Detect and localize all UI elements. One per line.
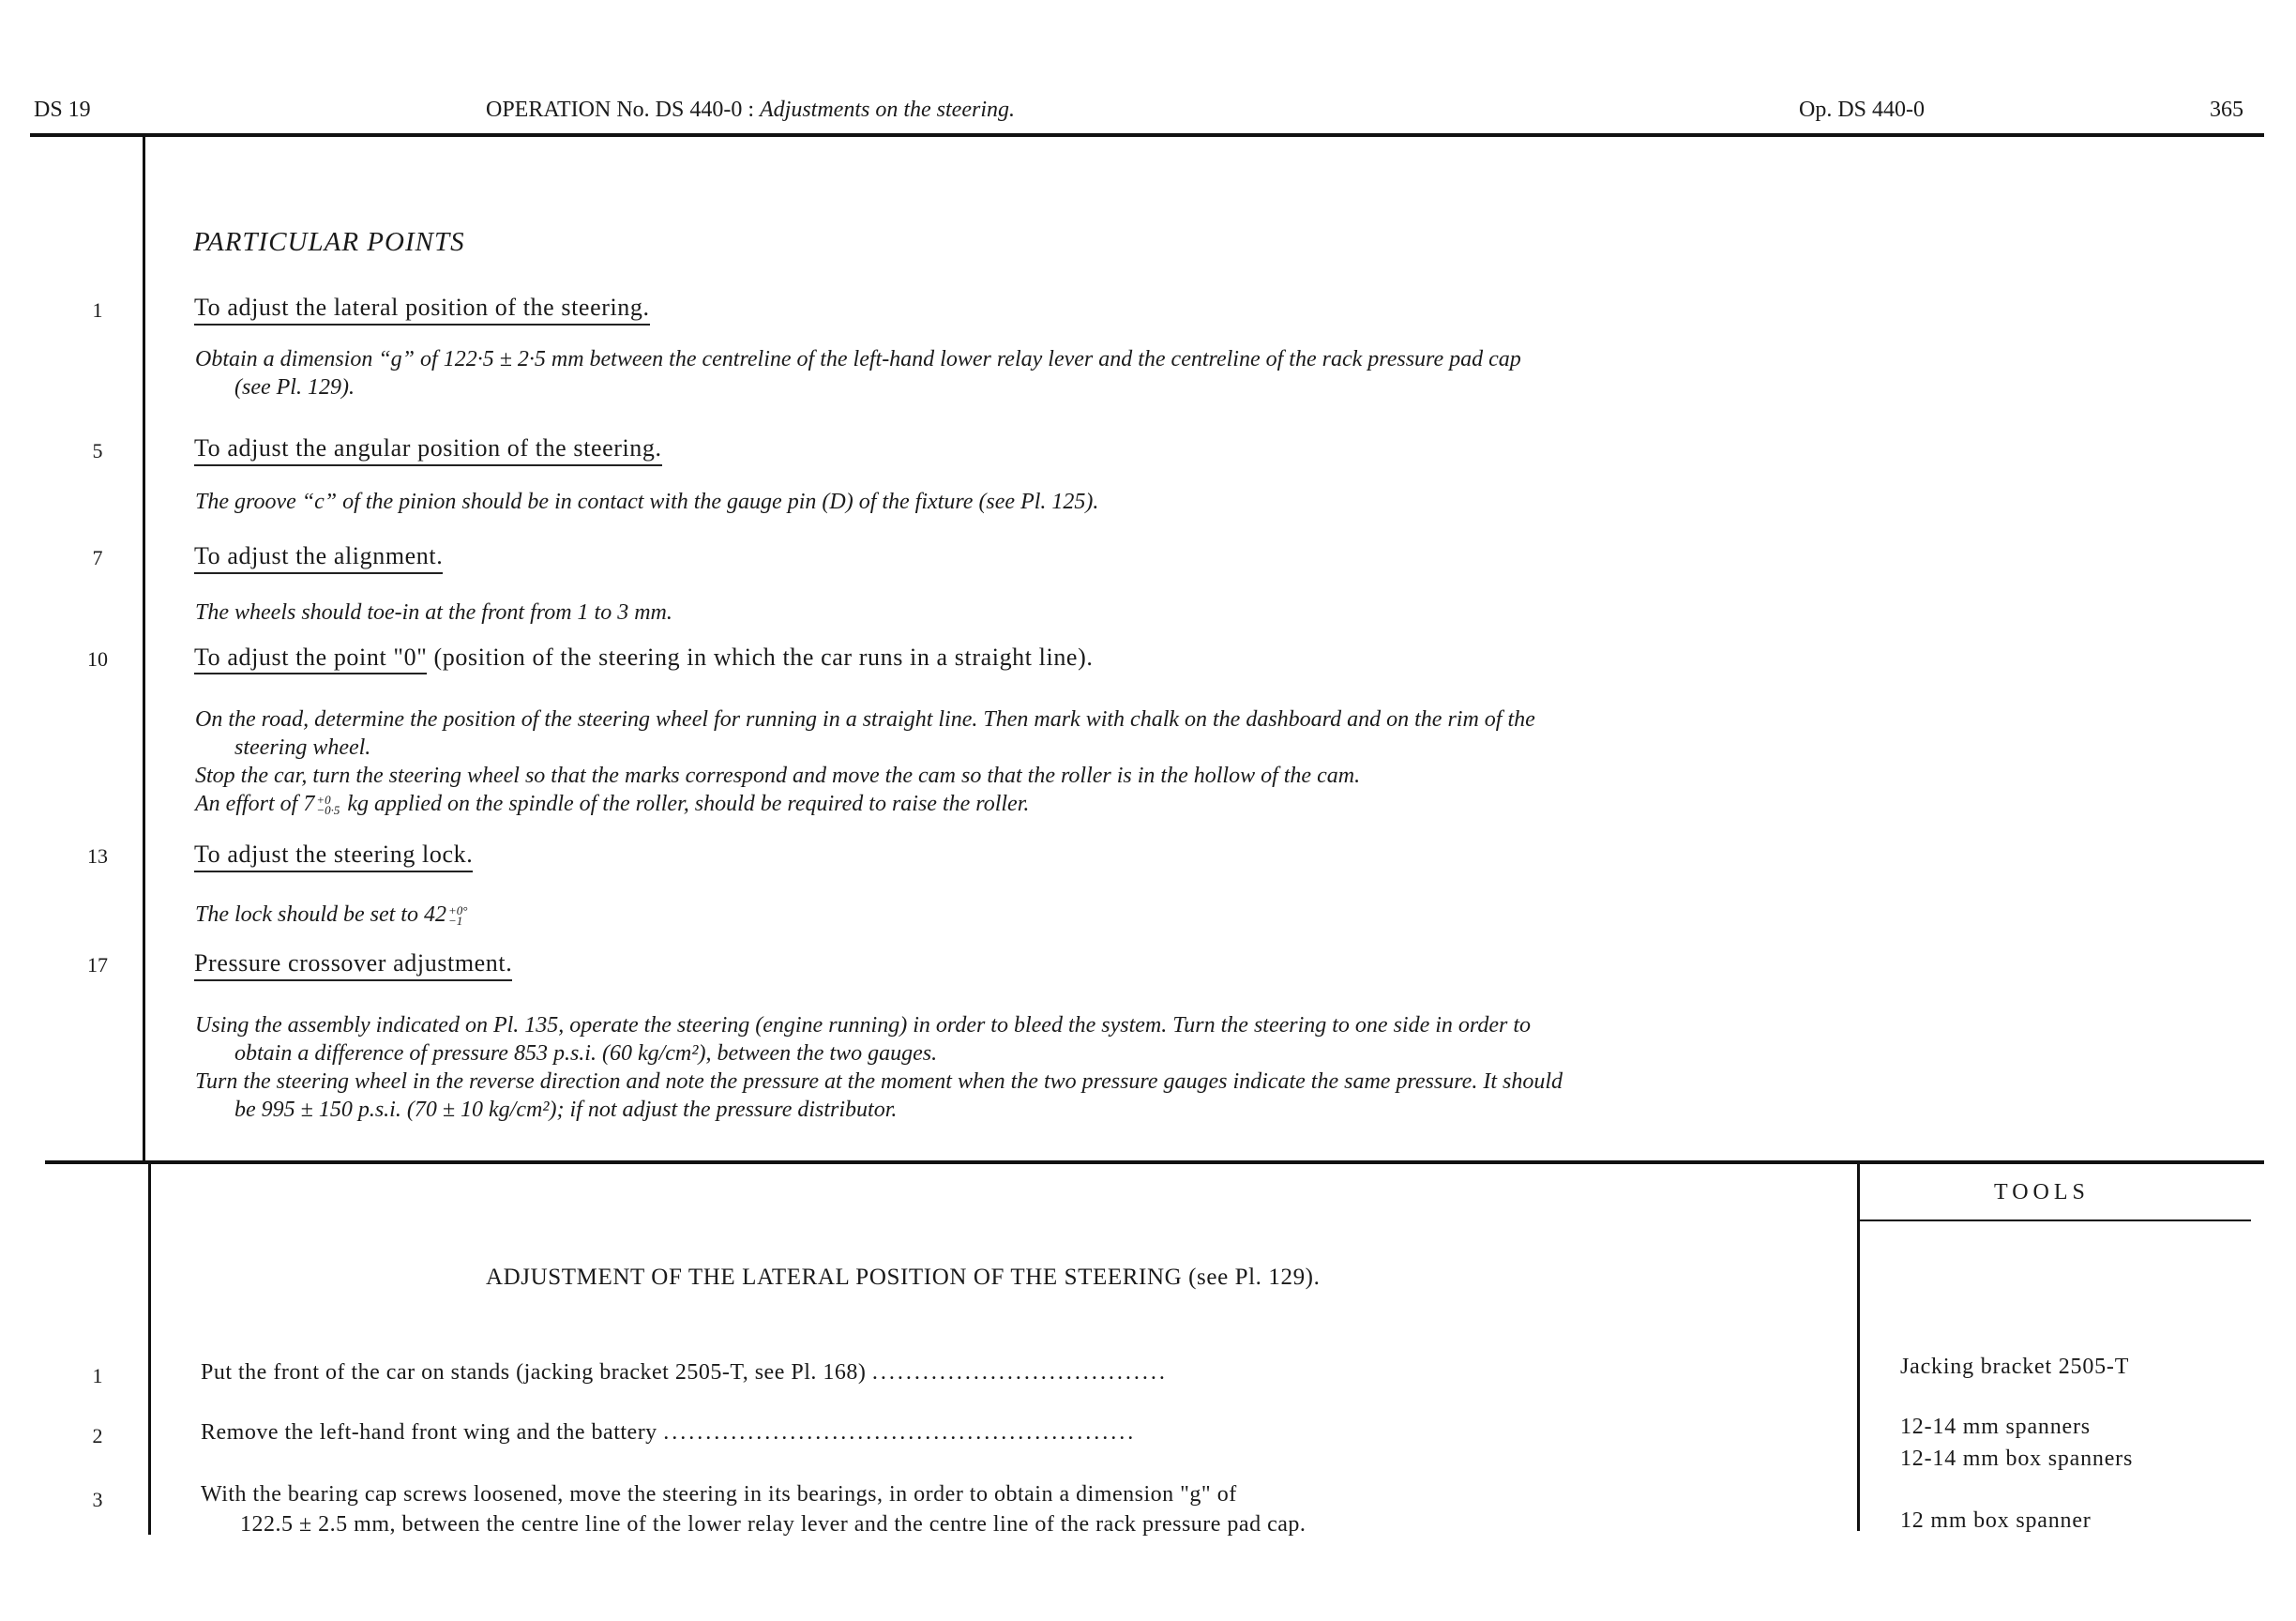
page-number: 365 — [2210, 98, 2243, 122]
tolerance-upper: +0 — [316, 793, 331, 808]
text-fragment: kg applied on the spindle of the roller, should be required to raise the roller. — [341, 792, 1030, 816]
tools-heading-rule — [1857, 1220, 2251, 1221]
item-text — [195, 901, 1846, 929]
item-text — [195, 1011, 1846, 1124]
tolerance-upper: +0° — [447, 903, 468, 918]
item-number: 7 — [92, 546, 103, 569]
item-title: To adjust the steering lock. — [194, 841, 473, 872]
item-number: 10 — [87, 647, 108, 671]
text-line: On the road, determine the position of the steering wheel for running in a straight line. Then mark with chalk on the dashboard and on the rim of the — [195, 707, 1535, 732]
text-line: Stop the car, turn the steering wheel so that the marks correspond and move the cam so that the roller is in the hollow of the cam. — [195, 764, 1361, 788]
lower-left-rule — [148, 1163, 151, 1535]
tolerance-lower: −0·5 — [316, 803, 340, 818]
header-title — [486, 98, 1015, 123]
tools-column-rule — [1857, 1163, 1860, 1531]
text-line: be 995 ± 150 p.s.i. (70 ± 10 kg/cm²); if not adjust the pressure distributor. — [234, 1098, 898, 1122]
text-line: (see Pl. 129). — [234, 375, 355, 400]
tool-item: 12-14 mm spanners — [1900, 1415, 2091, 1439]
step-text — [201, 1420, 1136, 1446]
item-number: 5 — [92, 439, 103, 462]
section-rule — [45, 1160, 2264, 1164]
tool-item: 12 mm box spanner — [1900, 1508, 2092, 1533]
text-fragment: An effort of 7 — [195, 792, 315, 816]
dot-leader: ................................... — [871, 1360, 1168, 1385]
item-number: 13 — [87, 844, 108, 868]
text-line: Obtain a dimension “g” of 122·5 ± 2·5 mm between the centreline of the left-hand lower relay lever and the centreline of the rack pressure pad cap — [195, 347, 1521, 371]
text-line: Using the assembly indicated on Pl. 135, operate the steering (engine running) in order to bleed the system. Turn the steering to one side in order to — [195, 1013, 1532, 1038]
step-description: Put the front of the car on stands (jacking bracket 2505-T, see Pl. 168) — [201, 1360, 867, 1385]
procedure-title: ADJUSTMENT OF THE LATERAL POSITION OF THE STEERING (see Pl. 129). — [486, 1265, 1321, 1290]
header-rule — [30, 133, 2264, 137]
item-title: To adjust the alignment. — [194, 542, 443, 574]
step-text-continued: 122.5 ± 2.5 mm, between the centre line of the lower relay lever and the centre line of the rack pressure pad cap. — [240, 1512, 1307, 1537]
item-number: 1 — [92, 298, 103, 322]
item-title: Pressure crossover adjustment. — [194, 949, 512, 981]
tool-item: 12-14 mm box spanners — [1900, 1447, 2134, 1471]
item-number: 17 — [87, 953, 108, 977]
item-title: To adjust the angular position of the steering. — [194, 434, 662, 466]
text-line: Turn the steering wheel in the reverse direction and note the pressure at the moment when the two pressure gauges indicate the same pressure. It should — [195, 1069, 1563, 1094]
header-title-prefix: OPERATION No. DS 440-0 : — [486, 98, 761, 122]
header-title-italic: Adjustments on the steering. — [760, 98, 1015, 122]
item-title: To adjust the point "0" — [194, 644, 427, 674]
step-description: Remove the left-hand front wing and the battery — [201, 1420, 657, 1445]
section-heading: PARTICULAR POINTS — [193, 227, 465, 257]
dot-leader: ........................................................ — [663, 1420, 1137, 1445]
tools-heading: TOOLS — [1994, 1180, 2090, 1204]
header-op: Op. DS 440-0 — [1799, 98, 1926, 122]
item-text — [195, 345, 1846, 401]
step-text: With the bearing cap screws loosened, move the steering in its bearings, in order to obtain a dimension "g" of — [201, 1482, 1237, 1507]
left-margin-rule — [143, 137, 145, 1161]
tool-item: Jacking bracket 2505-T — [1900, 1355, 2130, 1379]
tolerance — [447, 903, 468, 929]
item-text: The wheels should toe-in at the front from 1 to 3 mm. — [195, 600, 672, 625]
step-number: 2 — [92, 1424, 103, 1447]
text-line — [195, 790, 1846, 818]
tolerance-lower: −1 — [447, 914, 463, 929]
item-title-rest: (position of the steering in which the car runs in a straight line). — [427, 644, 1094, 671]
text-line: obtain a difference of pressure 853 p.s.i. (60 kg/cm²), between the two gauges. — [234, 1041, 938, 1066]
tolerance — [316, 793, 340, 818]
item-title: To adjust the lateral position of the steering. — [194, 294, 650, 326]
step-number: 3 — [92, 1488, 103, 1511]
text-fragment: The lock should be set to 42 — [195, 902, 446, 927]
header-code: DS 19 — [34, 98, 91, 122]
step-number: 1 — [92, 1364, 103, 1387]
item-text — [195, 705, 1846, 818]
text-line: steering wheel. — [234, 735, 371, 760]
item-text: The groove “c” of the pinion should be in contact with the gauge pin (D) of the fixture (see Pl. 125). — [195, 490, 1099, 514]
item-title-row — [194, 644, 1093, 672]
step-text — [201, 1360, 1168, 1386]
